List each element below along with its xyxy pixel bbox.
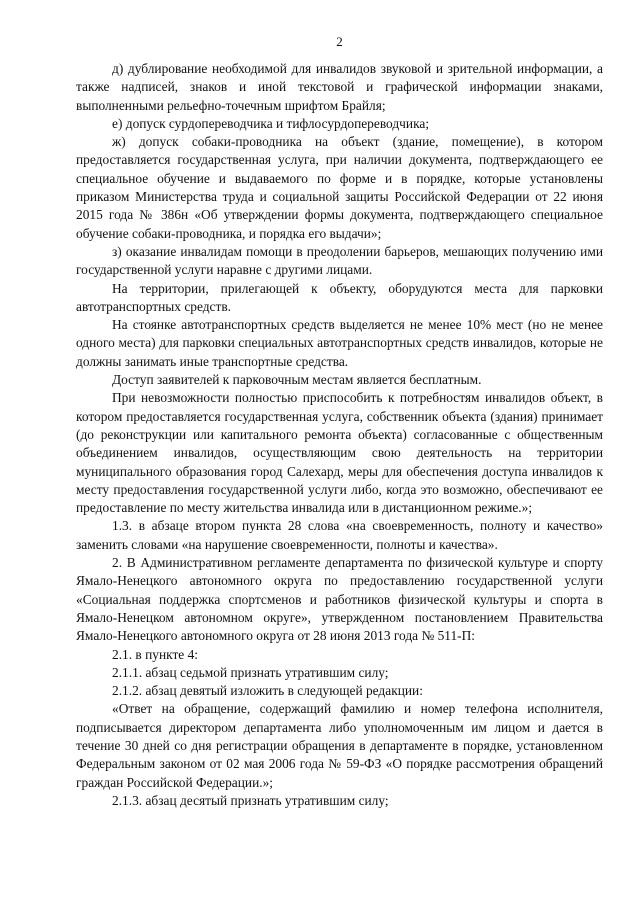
paragraph-item-1-3: 1.3. в абзаце втором пункта 28 слова «на своевременность, полноту и качество» заменить словами «на нарушение своевременности, полноты и качества». — [76, 518, 603, 552]
paragraph-accessibility-measures: При невозможности полностью приспособить к потребностям инвалидов объект, в котором предоставляется государственная услуга, собственник объекта (здания) принимает (до реконструкции или капитального ремонта объекта) согласованные с общественным объединением инвалидов, осуществляющим свою деятельность на территории муниципального образования город Салехард, меры для обеспечения доступа инвалидов к месту предоставления государственной услуги либо, когда это возможно, обеспечивают ее предоставление по месту жительства инвалида или в дистанционном режиме.»; — [76, 390, 603, 516]
paragraph-zh-guide-dog: ж) допуск собаки-проводника на объект (здание, помещение), в котором предоставляется государственная услуга, при наличии документа, подтверждающего ее специальное обучение и выдаваемого по форме и в порядке, которые установлены приказом Министерства труда и социальной защиты Российской Федерации от 22 июня 2015 года № 386н «Об утверждении формы документа, подтверждающего специальное обучение собаки-проводника, и порядка его выдачи»; — [76, 134, 603, 241]
paragraph-item-2: 2. В Административном регламенте департамента по физической культуре и спорту Ямало-Ненецкого автономного округа по предоставлению государственной услуги «Социальная поддержка спортсменов и работников физической культуры и спорта в Ямало-Ненецком автономном округе», утвержденном постановлением Правительства Ямало-Ненецкого автономного округа от 28 июня 2013 года № 511-П: — [76, 555, 603, 644]
paragraph-item-2-1-1: 2.1.1. абзац седьмой признать утратившим силу; — [112, 664, 389, 680]
paragraph-item-2-1-3: 2.1.3. абзац десятый признать утратившим силу; — [112, 792, 389, 808]
document-body — [76, 60, 603, 810]
paragraph-e-sign-interpreter: е) допуск сурдопереводчика и тифлосурдопереводчика; — [112, 115, 430, 131]
paragraph-parking-quota: На стоянке автотранспортных средств выделяется не менее 10% мест (но не менее одного места) для парковки специальных автотранспортных средств инвалидов, которые не должны занимать иные транспортные средства. — [76, 317, 603, 369]
paragraph-z-assistance: з) оказание инвалидам помощи в преодолении барьеров, мешающих получению ими государственной услуги наравне с другими лицами. — [76, 243, 603, 278]
paragraph-item-2-1-2: 2.1.2. абзац девятый изложить в следующей редакции: — [112, 683, 423, 699]
paragraph-d-braille: д) дублирование необходимой для инвалидов звуковой и зрительной информации, а также надписей, знаков и иной текстовой и графической информации знаками, выполненными рельефно-точечным шрифтом Брайля; — [76, 61, 603, 113]
paragraph-quoted-response: «Ответ на обращение, содержащий фамилию и номер телефона исполнителя, подписывается директором департамента либо уполномоченным им лицом и дается в течение 30 дней со дня регистрации обращения в департаменте в порядке, установленном Федеральным законом от 02 мая 2006 года № 59-ФЗ «О порядке рассмотрения обращений граждан Российской Федерации.»; — [76, 701, 603, 790]
paragraph-parking-free: Доступ заявителей к парковочным местам является бесплатным. — [112, 372, 482, 388]
page-number: 2 — [336, 34, 343, 49]
paragraph-parking-area: На территории, прилегающей к объекту, оборудуются места для парковки автотранспортных средств. — [76, 280, 603, 314]
paragraph-item-2-1: 2.1. в пункте 4: — [112, 646, 199, 662]
